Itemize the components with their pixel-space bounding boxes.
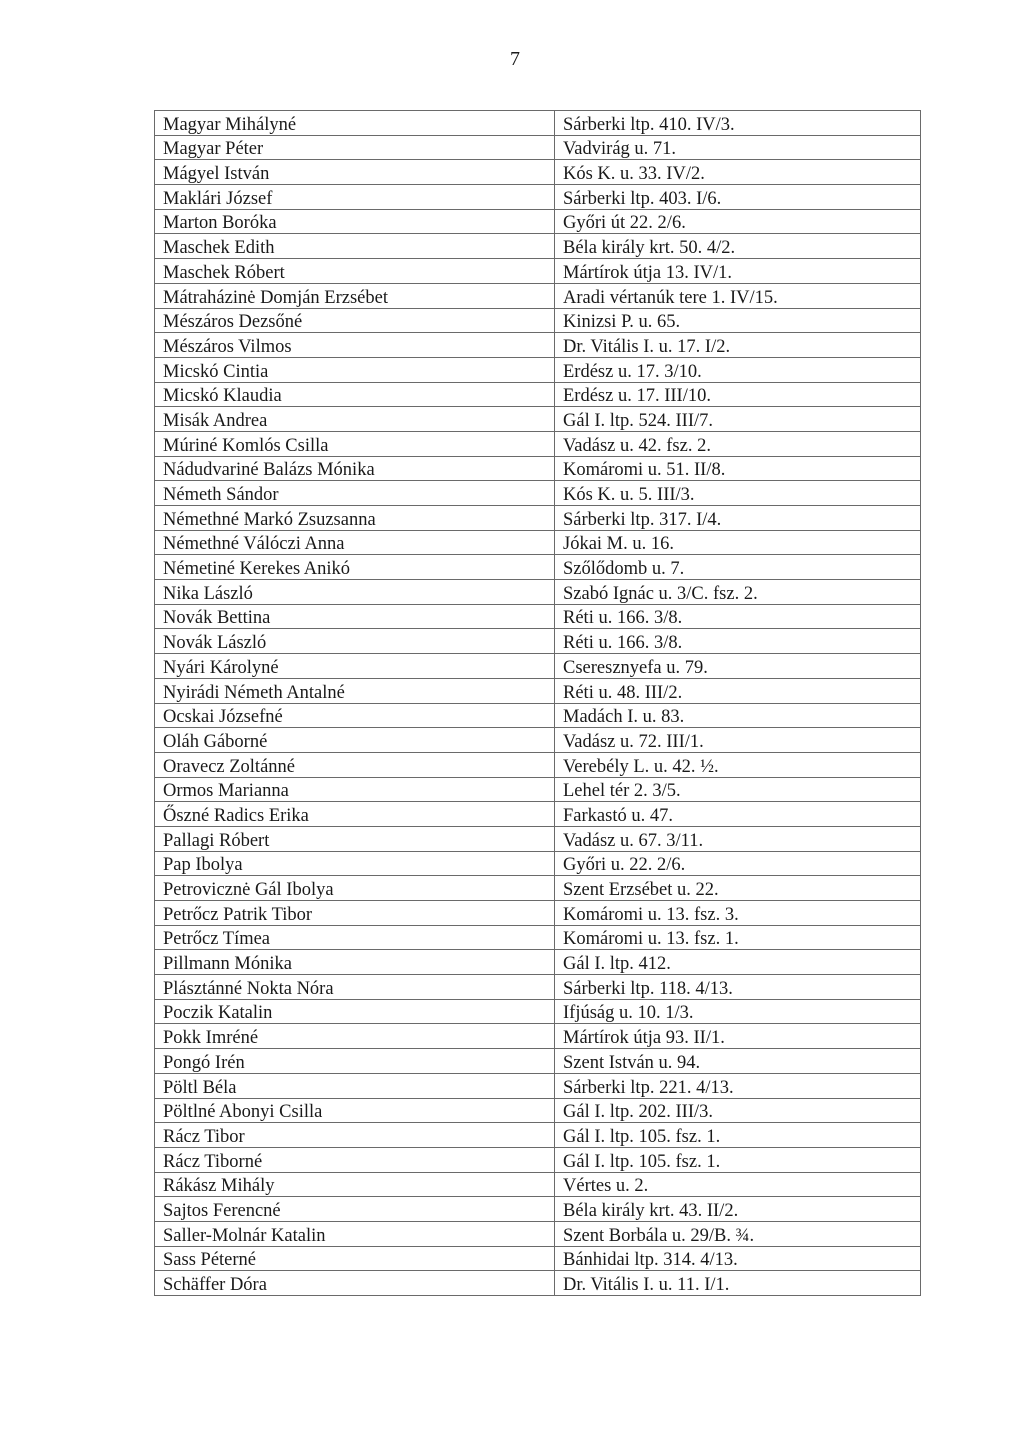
address-cell: Szent Erzsébet u. 22. [555, 876, 921, 901]
name-cell: Ormos Marianna [155, 777, 555, 802]
name-cell: Ocskai Józsefné [155, 703, 555, 728]
table-row [155, 826, 921, 851]
table-row [155, 851, 921, 876]
name-cell: Némethné Válóczi Anna [155, 530, 555, 555]
address-cell: Vadász u. 67. 3/11. [555, 826, 921, 851]
table-row [155, 431, 921, 456]
address-cell: Gál I. ltp. 202. III/3. [555, 1098, 921, 1123]
name-cell: Saller-Molnár Katalin [155, 1221, 555, 1246]
name-cell: Plásztánné Nokta Nóra [155, 975, 555, 1000]
name-cell: Pokk Imréné [155, 1024, 555, 1049]
name-cell: Nika László [155, 580, 555, 605]
name-cell: Pongó Irén [155, 1049, 555, 1074]
table-row [155, 950, 921, 975]
address-cell: Réti u. 166. 3/8. [555, 604, 921, 629]
address-cell: Dr. Vitális I. u. 17. I/2. [555, 333, 921, 358]
address-cell: Erdész u. 17. 3/10. [555, 357, 921, 382]
name-cell: Nádudvariné Balázs Mónika [155, 456, 555, 481]
table-row [155, 333, 921, 358]
address-cell: Mártírok útja 93. II/1. [555, 1024, 921, 1049]
name-cell: Novák László [155, 629, 555, 654]
address-cell: Komáromi u. 13. fsz. 3. [555, 901, 921, 926]
address-cell: Gál I. ltp. 412. [555, 950, 921, 975]
name-address-table [154, 110, 921, 1296]
address-cell: Lehel tér 2. 3/5. [555, 777, 921, 802]
name-cell: Mészáros Dezsőné [155, 308, 555, 333]
table-row [155, 308, 921, 333]
address-cell: Kinizsi P. u. 65. [555, 308, 921, 333]
name-cell: Nyári Károlyné [155, 654, 555, 679]
table-row [155, 481, 921, 506]
table-row [155, 1271, 921, 1296]
table-row [155, 357, 921, 382]
name-cell: Pillmann Mónika [155, 950, 555, 975]
address-cell: Sárberki ltp. 403. I/6. [555, 185, 921, 210]
name-cell: Rákász Mihály [155, 1172, 555, 1197]
name-cell: Magyar Péter [155, 135, 555, 160]
address-cell: Réti u. 48. III/2. [555, 678, 921, 703]
name-cell: Németh Sándor [155, 481, 555, 506]
table-row [155, 604, 921, 629]
name-cell: Marton Boróka [155, 209, 555, 234]
table-row [155, 1197, 921, 1222]
table-row [155, 209, 921, 234]
table-row [155, 999, 921, 1024]
address-cell: Verebély L. u. 42. ½. [555, 752, 921, 777]
table-row [155, 185, 921, 210]
name-cell: Magyar Mihályné [155, 111, 555, 136]
table-row [155, 407, 921, 432]
address-cell: Győri u. 22. 2/6. [555, 851, 921, 876]
table-row [155, 703, 921, 728]
name-cell: Poczik Katalin [155, 999, 555, 1024]
table-row [155, 259, 921, 284]
name-cell: Németiné Kerekes Anikó [155, 555, 555, 580]
name-cell: Pap Ibolya [155, 851, 555, 876]
address-cell: Madách I. u. 83. [555, 703, 921, 728]
address-cell: Béla király krt. 43. II/2. [555, 1197, 921, 1222]
name-cell: Oravecz Zoltánné [155, 752, 555, 777]
table-row [155, 925, 921, 950]
address-cell: Szőlődomb u. 7. [555, 555, 921, 580]
name-cell: Rácz Tiborné [155, 1147, 555, 1172]
address-cell: Sárberki ltp. 317. I/4. [555, 506, 921, 531]
address-cell: Bánhidai ltp. 314. 4/13. [555, 1246, 921, 1271]
address-cell: Szabó Ignác u. 3/C. fsz. 2. [555, 580, 921, 605]
address-cell: Gál I. ltp. 524. III/7. [555, 407, 921, 432]
address-cell: Erdész u. 17. III/10. [555, 382, 921, 407]
address-cell: Dr. Vitális I. u. 11. I/1. [555, 1271, 921, 1296]
name-cell: Maklári József [155, 185, 555, 210]
name-cell: Mágyel István [155, 160, 555, 185]
address-cell: Kós K. u. 33. IV/2. [555, 160, 921, 185]
table-row [155, 629, 921, 654]
name-cell: Pöltlné Abonyi Csilla [155, 1098, 555, 1123]
name-cell: Petrovicznė Gál Ibolya [155, 876, 555, 901]
name-cell: Rácz Tibor [155, 1123, 555, 1148]
table-row [155, 1147, 921, 1172]
name-cell: Misák Andrea [155, 407, 555, 432]
table-row [155, 135, 921, 160]
table-row [155, 580, 921, 605]
table-row [155, 876, 921, 901]
name-cell: Sass Péterné [155, 1246, 555, 1271]
name-cell: Novák Bettina [155, 604, 555, 629]
address-cell: Béla király krt. 50. 4/2. [555, 234, 921, 259]
address-cell: Sárberki ltp. 410. IV/3. [555, 111, 921, 136]
address-cell: Gál I. ltp. 105. fsz. 1. [555, 1123, 921, 1148]
table-row [155, 1221, 921, 1246]
table-row [155, 160, 921, 185]
address-cell: Vadász u. 72. III/1. [555, 728, 921, 753]
table-row [155, 1123, 921, 1148]
name-cell: Petrőcz Patrik Tibor [155, 901, 555, 926]
name-cell: Micskó Klaudia [155, 382, 555, 407]
name-cell: Pallagi Róbert [155, 826, 555, 851]
table-row [155, 1049, 921, 1074]
table-body [155, 111, 921, 1296]
address-cell: Sárberki ltp. 221. 4/13. [555, 1073, 921, 1098]
name-cell: Múriné Komlós Csilla [155, 431, 555, 456]
table-row [155, 901, 921, 926]
name-cell: Mészáros Vilmos [155, 333, 555, 358]
table-row [155, 506, 921, 531]
name-cell: Micskó Cintia [155, 357, 555, 382]
name-cell: Némethné Markó Zsuzsanna [155, 506, 555, 531]
table-row [155, 530, 921, 555]
address-cell: Ifjúság u. 10. 1/3. [555, 999, 921, 1024]
table-row [155, 975, 921, 1000]
name-cell: Sajtos Ferencné [155, 1197, 555, 1222]
address-cell: Kós K. u. 5. III/3. [555, 481, 921, 506]
table-row [155, 728, 921, 753]
table-row [155, 382, 921, 407]
address-cell: Cseresznyefa u. 79. [555, 654, 921, 679]
name-cell: Nyirádi Németh Antalné [155, 678, 555, 703]
table-row [155, 234, 921, 259]
address-cell: Vadvirág u. 71. [555, 135, 921, 160]
name-cell: Schäffer Dóra [155, 1271, 555, 1296]
table-row [155, 1246, 921, 1271]
address-cell: Szent István u. 94. [555, 1049, 921, 1074]
table-row [155, 802, 921, 827]
name-cell: Oláh Gáborné [155, 728, 555, 753]
table-row [155, 1098, 921, 1123]
table-row [155, 1073, 921, 1098]
table-row [155, 1024, 921, 1049]
table-row [155, 555, 921, 580]
address-cell: Vértes u. 2. [555, 1172, 921, 1197]
address-cell: Farkastó u. 47. [555, 802, 921, 827]
address-cell: Jókai M. u. 16. [555, 530, 921, 555]
table-row [155, 752, 921, 777]
table-row [155, 654, 921, 679]
name-cell: Őszné Radics Erika [155, 802, 555, 827]
table-row [155, 283, 921, 308]
name-cell: Maschek Edith [155, 234, 555, 259]
address-cell: Győri út 22. 2/6. [555, 209, 921, 234]
table-row [155, 777, 921, 802]
name-cell: Maschek Róbert [155, 259, 555, 284]
address-cell: Komáromi u. 13. fsz. 1. [555, 925, 921, 950]
address-cell: Mártírok útja 13. IV/1. [555, 259, 921, 284]
address-cell: Aradi vértanúk tere 1. IV/15. [555, 283, 921, 308]
page-number: 7 [510, 48, 520, 70]
name-cell: Pöltl Béla [155, 1073, 555, 1098]
name-cell: Petrőcz Tímea [155, 925, 555, 950]
address-cell: Sárberki ltp. 118. 4/13. [555, 975, 921, 1000]
table-row [155, 1172, 921, 1197]
address-cell: Szent Borbála u. 29/B. ¾. [555, 1221, 921, 1246]
table-row [155, 678, 921, 703]
address-cell: Vadász u. 42. fsz. 2. [555, 431, 921, 456]
address-cell: Komáromi u. 51. II/8. [555, 456, 921, 481]
address-cell: Gál I. ltp. 105. fsz. 1. [555, 1147, 921, 1172]
table-row [155, 111, 921, 136]
address-cell: Réti u. 166. 3/8. [555, 629, 921, 654]
name-cell: Mátraházinė Domján Erzsébet [155, 283, 555, 308]
table-row [155, 456, 921, 481]
